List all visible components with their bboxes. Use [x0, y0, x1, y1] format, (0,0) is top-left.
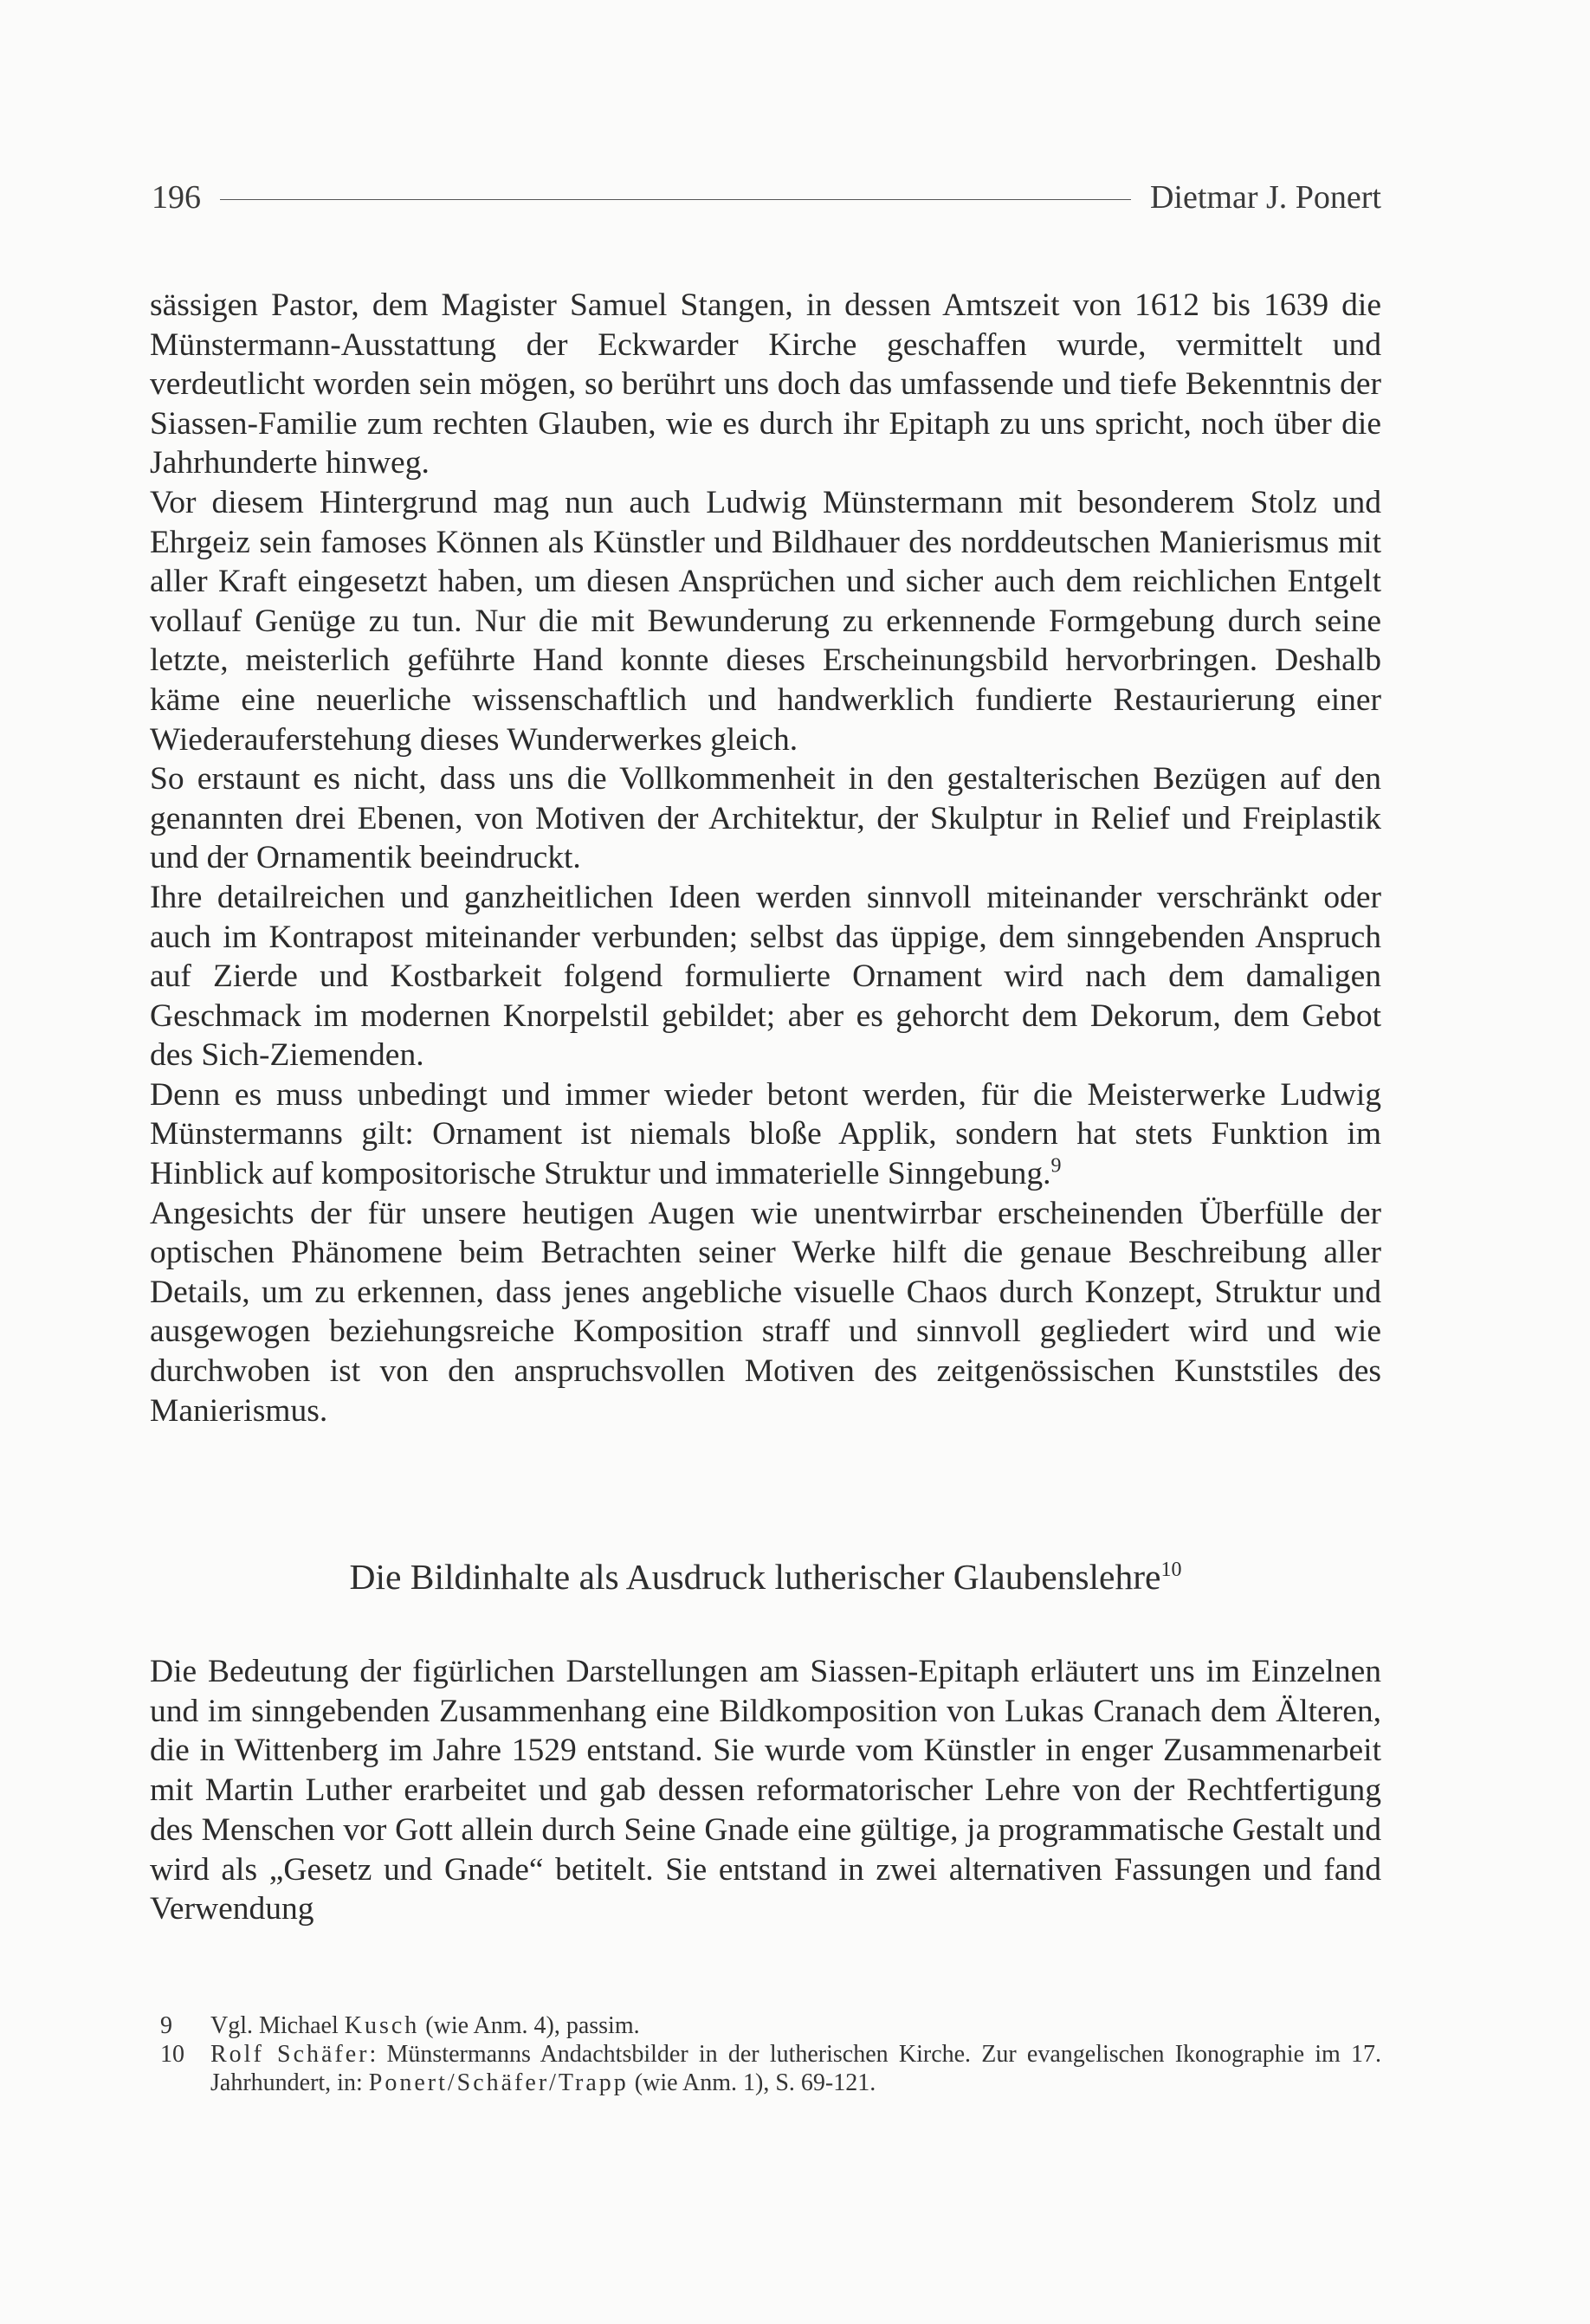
paragraph-4: Ihre detailreichen und ganzheitlichen Ideen werden sinnvoll miteinander verschränkt oder auch im Kontrapost miteinander verbunden; selbst das üppige, dem sinngebenden Anspruch auf Zierde und Kostbarkeit folgend formulierte Ornament wird nach dem damaligen Geschmack im modernen Knorpelstil gebildet; aber es gehorcht dem Dekorum, dem Gebot des Sich-Ziemenden. — [150, 879, 1381, 1074]
footnote-ref-9[interactable]: 9 — [1050, 1154, 1062, 1178]
paragraph-1: sässigen Pastor, dem Magister Samuel Stangen, in dessen Amtszeit von 1612 bis 1639 die Münstermann-Ausstattung der Eckwarder Kirche geschaffen wurde, vermittelt und verdeutlicht worden sein mögen, so berührt uns doch das umfassende und tiefe Bekenntnis der Siassen-Familie zum rechten Glauben, wie es durch ihr Epitaph zu uns spricht, noch über die Jahrhunderte hinweg. — [150, 287, 1381, 481]
footnote-editor-names: Ponert/Schäfer/Trapp — [368, 2069, 629, 2096]
paragraph-6: Angesichts der für unsere heutigen Augen wie unentwirrbar erscheinenden Überfülle der optischen Phänomene beim Betrachten seiner Werke hilft die genaue Beschreibung aller Details, um zu erkennen, dass jenes angebliche visuelle Chaos durch Konzept, Struktur und ausgewogen beziehungsreiche Komposition straff und sinnvoll gegliedert wird und wie durchwoben ist von den anspruchsvollen Motiven des zeitgenössischen Kunststiles des Manierismus. — [150, 1195, 1381, 1429]
footnote-author-name: Rolf Schäfer — [210, 2041, 370, 2068]
body-text — [150, 286, 1381, 1430]
footnote-ref-10[interactable]: 10 — [1160, 1559, 1182, 1582]
running-header — [152, 175, 1381, 220]
footnote-text — [210, 2040, 1381, 2097]
footnote-text-part: : Münstermanns Andachtsbilder in der lutherischen Kirche. Zur evangelischen Ikonographie im 17. Jahrhundert, in: — [210, 2041, 1381, 2096]
footnotes — [160, 2011, 1381, 2097]
footnote-10 — [160, 2040, 1381, 2097]
paragraph-5 — [150, 1075, 1381, 1194]
footnote-number: 9 — [160, 2012, 172, 2039]
header-rule — [220, 199, 1131, 200]
footnote-9 — [160, 2011, 1381, 2040]
section-heading-text: Die Bildinhalte als Ausdruck lutherischer Glaubenslehre — [349, 1557, 1161, 1597]
section-heading — [150, 1554, 1381, 1599]
footnote-author-name: Kusch — [344, 2012, 420, 2039]
page-number: 196 — [152, 179, 201, 216]
section-body — [150, 1652, 1381, 1929]
paragraph-2: Vor diesem Hintergrund mag nun auch Ludwig Münstermann mit besonderem Stolz und Ehrgeiz sein famoses Können als Künstler und Bildhauer des norddeutschen Manierismus mit aller Kraft eingesetzt haben, um diesen Ansprüchen und sicher auch dem reichlichen Entgelt vollauf Genüge zu tun. Nur die mit Bewunderung zu erkennende Formgebung durch seine letzte, meisterlich geführte Hand konnte dieses Erscheinungsbild hervorbringen. Deshalb käme eine neuerliche wissenschaftlich und handwerklich fundierte Restaurierung einer Wiederauferstehung dieses Wunderwerkes gleich. — [150, 484, 1381, 758]
paragraph-3: So erstaunt es nicht, dass uns die Vollkommenheit in den gestalterischen Bezügen auf den genannten drei Ebenen, von Motiven der Architektur, der Skulptur in Relief und Freiplastik und der Ornamentik beeindruckt. — [150, 761, 1381, 876]
footnote-text-part: (wie Anm. 4), passim. — [419, 2012, 640, 2039]
running-head-author: Dietmar J. Ponert — [1149, 179, 1381, 216]
section-paragraph: Die Bedeutung der figürlichen Darstellungen am Siassen-Epitaph erläutert uns im Einzelnen und im sinngebenden Zusammenhang eine Bildkomposition von Lukas Cranach dem Älteren, die in Wittenberg im Jahre 1529 entstand. Sie wurde vom Künstler in enger Zusammenarbeit mit Martin Luther erarbeitet und gab dessen reformatorischer Lehre von der Rechtfertigung des Menschen vor Gott allein durch Seine Gnade eine gültige, ja programmatische Gestalt und wird als „Gesetz und Gnade“ betitelt. Sie entstand in zwei alternativen Fassungen und fand Verwendung — [150, 1654, 1381, 1927]
footnote-text — [210, 2011, 1381, 2040]
footnote-text-part: (wie Anm. 1), S. 69-121. — [628, 2069, 876, 2096]
paragraph-5-text: Denn es muss unbedingt und immer wieder betont werden, für die Meisterwerke Ludwig Münstermanns gilt: Ornament ist niemals bloße Applik, sondern hat stets Funktion im Hinblick auf kompositorische Struktur und immaterielle Sinngebung. — [150, 1076, 1381, 1192]
footnote-number: 10 — [160, 2041, 184, 2068]
footnote-text-part: Vgl. Michael — [210, 2012, 345, 2039]
